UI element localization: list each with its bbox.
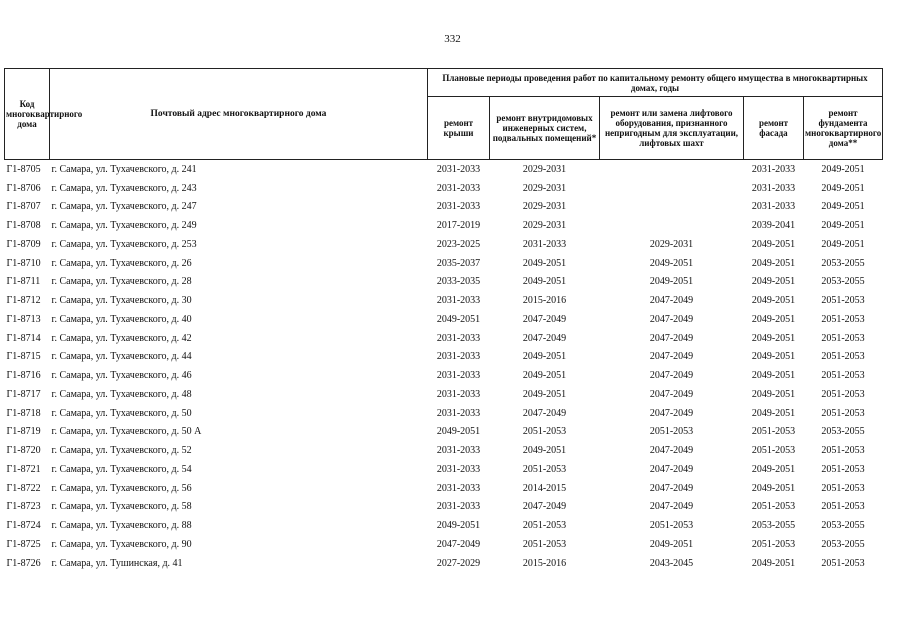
cell-facade: 2049-2051: [751, 238, 796, 250]
cell-foundation: 2051-2053: [821, 407, 865, 419]
cell-roof: 2047-2049: [436, 538, 481, 550]
cell-roof: 2031-2033: [436, 332, 481, 344]
table-row: [5, 291, 883, 310]
table-row: [5, 310, 883, 329]
cell-foundation: 2051-2053: [821, 295, 865, 307]
cell-facade: 2049-2051: [751, 370, 796, 382]
table-row: [5, 423, 883, 442]
cell-address: г. Самара, ул. Тухачевского, д. 253: [51, 238, 197, 250]
cell-code: Г1-8725: [6, 538, 41, 550]
header-group: Плановые периоды проведения работ по капитальному ремонту общего имущества в многоквартирных домах, годы: [428, 69, 883, 97]
cell-code: Г1-8722: [6, 482, 41, 494]
cell-elevator: 2043-2045: [649, 557, 694, 569]
cell-code: Г1-8714: [6, 332, 41, 344]
cell-address: г. Самара, ул. Тухачевского, д. 243: [51, 182, 197, 194]
cell-elevator: 2047-2049: [649, 370, 694, 382]
table-row: [5, 329, 883, 348]
cell-code: Г1-8709: [6, 238, 41, 250]
cell-roof: 2023-2025: [436, 238, 481, 250]
header-code: Код многоквартирного дома: [5, 69, 50, 160]
cell-elevator: 2047-2049: [649, 482, 694, 494]
table-row: [5, 216, 883, 235]
table-row: [5, 273, 883, 292]
cell-roof: 2033-2035: [436, 276, 481, 288]
header-facade: ремонт фасада: [744, 97, 804, 160]
cell-address: г. Самара, ул. Тухачевского, д. 52: [51, 445, 192, 457]
cell-code: Г1-8711: [6, 276, 41, 288]
cell-facade: 2049-2051: [751, 557, 796, 569]
cell-facade: 2049-2051: [751, 407, 796, 419]
table-row: [5, 479, 883, 498]
cell-roof: 2031-2033: [436, 463, 481, 475]
table-row: [5, 160, 883, 179]
cell-foundation: 2049-2051: [821, 201, 865, 213]
cell-code: Г1-8715: [6, 351, 41, 363]
cell-foundation: 2051-2053: [821, 557, 865, 569]
cell-code: Г1-8706: [6, 182, 41, 194]
cell-roof: 2031-2033: [436, 182, 481, 194]
cell-foundation: 2049-2051: [821, 220, 865, 232]
header-foundation: ремонт фундамента многоквартирного дома**: [804, 97, 883, 160]
cell-elevator: 2047-2049: [649, 407, 694, 419]
cell-foundation: 2051-2053: [821, 463, 865, 475]
cell-roof: 2031-2033: [436, 388, 481, 400]
cell-systems: 2051-2053: [522, 463, 567, 475]
cell-systems: 2031-2033: [522, 238, 567, 250]
header-systems: ремонт внутридомовых инженерных систем, подвальных помещений*: [490, 97, 600, 160]
cell-address: г. Самара, ул. Тухачевского, д. 30: [51, 295, 192, 307]
cell-facade: 2031-2033: [751, 182, 796, 194]
cell-address: г. Самара, ул. Тухачевского, д. 46: [51, 370, 192, 382]
cell-systems: 2049-2051: [522, 370, 567, 382]
cell-roof: 2031-2033: [436, 501, 481, 513]
cell-foundation: 2051-2053: [821, 482, 865, 494]
cell-code: Г1-8712: [6, 295, 41, 307]
cell-elevator: 2049-2051: [649, 538, 694, 550]
cell-elevator: 2047-2049: [649, 463, 694, 475]
page-number: 332: [444, 33, 461, 45]
cell-roof: 2031-2033: [436, 407, 481, 419]
cell-code: Г1-8717: [6, 388, 41, 400]
cell-code: Г1-8721: [6, 463, 41, 475]
cell-address: г. Самара, ул. Тухачевского, д. 54: [51, 463, 192, 475]
cell-address: г. Самара, ул. Тухачевского, д. 241: [51, 163, 197, 175]
cell-code: Г1-8713: [6, 313, 41, 325]
cell-systems: 2049-2051: [522, 445, 567, 457]
table-row: [5, 554, 883, 573]
cell-systems: 2029-2031: [522, 163, 567, 175]
cell-address: г. Самара, ул. Тухачевского, д. 247: [51, 201, 197, 213]
cell-systems: 2051-2053: [522, 520, 567, 532]
cell-roof: 2017-2019: [436, 220, 481, 232]
cell-foundation: 2051-2053: [821, 370, 865, 382]
header-address: Почтовый адрес многоквартирного дома: [50, 69, 428, 160]
cell-facade: 2049-2051: [751, 482, 796, 494]
cell-address: г. Самара, ул. Тухачевского, д. 40: [51, 313, 192, 325]
cell-systems: 2049-2051: [522, 276, 567, 288]
repair-schedule-table: [4, 68, 883, 573]
cell-foundation: 2053-2055: [821, 426, 865, 438]
cell-roof: 2031-2033: [436, 482, 481, 494]
table-row: [5, 254, 883, 273]
cell-facade: 2031-2033: [751, 163, 796, 175]
cell-code: Г1-8718: [6, 407, 41, 419]
cell-code: Г1-8719: [6, 426, 41, 438]
table-row: [5, 441, 883, 460]
cell-systems: 2049-2051: [522, 388, 567, 400]
cell-code: Г1-8716: [6, 370, 41, 382]
cell-roof: 2027-2029: [436, 557, 481, 569]
cell-foundation: 2051-2053: [821, 313, 865, 325]
cell-facade: 2049-2051: [751, 276, 796, 288]
header-elevator: ремонт или замена лифтового оборудования, признанного непригодным для эксплуатации, лифтовых шахт: [600, 97, 744, 160]
cell-elevator: 2049-2051: [649, 257, 694, 269]
cell-elevator: 2047-2049: [649, 313, 694, 325]
cell-systems: 2047-2049: [522, 407, 567, 419]
cell-address: г. Самара, ул. Тухачевского, д. 48: [51, 388, 192, 400]
cell-facade: 2051-2053: [751, 426, 796, 438]
cell-foundation: 2049-2051: [821, 238, 865, 250]
header-row-group: [5, 69, 883, 97]
cell-elevator: 2047-2049: [649, 332, 694, 344]
cell-address: г. Самара, ул. Тухачевского, д. 44: [51, 351, 192, 363]
cell-elevator: [600, 216, 744, 235]
cell-systems: 2049-2051: [522, 351, 567, 363]
cell-address: г. Самара, ул. Тухачевского, д. 50 А: [51, 426, 202, 438]
cell-foundation: 2053-2055: [821, 257, 865, 269]
cell-elevator: 2047-2049: [649, 351, 694, 363]
cell-foundation: 2051-2053: [821, 351, 865, 363]
cell-systems: 2051-2053: [522, 426, 567, 438]
cell-roof: 2031-2033: [436, 201, 481, 213]
cell-code: Г1-8726: [6, 557, 41, 569]
cell-foundation: 2051-2053: [821, 445, 865, 457]
cell-address: г. Самара, ул. Тухачевского, д. 28: [51, 276, 192, 288]
table-row: [5, 385, 883, 404]
cell-elevator: 2047-2049: [649, 388, 694, 400]
cell-facade: 2049-2051: [751, 463, 796, 475]
cell-facade: 2053-2055: [751, 520, 796, 532]
cell-systems: 2047-2049: [522, 501, 567, 513]
cell-code: Г1-8708: [6, 220, 41, 232]
cell-elevator: 2051-2053: [649, 520, 694, 532]
cell-facade: 2051-2053: [751, 538, 796, 550]
cell-elevator: 2047-2049: [649, 501, 694, 513]
cell-systems: 2047-2049: [522, 332, 567, 344]
cell-code: Г1-8720: [6, 445, 41, 457]
cell-facade: 2049-2051: [751, 257, 796, 269]
cell-roof: 2049-2051: [436, 426, 481, 438]
cell-roof: 2031-2033: [436, 370, 481, 382]
table-row: [5, 498, 883, 517]
cell-systems: 2014-2015: [522, 482, 567, 494]
cell-roof: 2031-2033: [436, 163, 481, 175]
table-body: [5, 160, 883, 573]
cell-foundation: 2053-2055: [821, 538, 865, 550]
header-roof: ремонт крыши: [428, 97, 490, 160]
cell-systems: 2015-2016: [522, 295, 567, 307]
cell-address: г. Самара, ул. Тушинская, д. 41: [51, 557, 183, 569]
cell-facade: 2051-2053: [751, 445, 796, 457]
cell-code: Г1-8723: [6, 501, 41, 513]
cell-roof: 2049-2051: [436, 313, 481, 325]
cell-facade: 2049-2051: [751, 313, 796, 325]
cell-foundation: 2051-2053: [821, 501, 865, 513]
table-row: [5, 348, 883, 367]
cell-systems: 2029-2031: [522, 201, 567, 213]
cell-roof: 2031-2033: [436, 295, 481, 307]
cell-facade: 2049-2051: [751, 351, 796, 363]
cell-elevator: [600, 160, 744, 179]
cell-roof: 2049-2051: [436, 520, 481, 532]
table-row: [5, 235, 883, 254]
cell-elevator: 2047-2049: [649, 295, 694, 307]
cell-foundation: 2051-2053: [821, 388, 865, 400]
cell-systems: 2051-2053: [522, 538, 567, 550]
cell-systems: 2029-2031: [522, 220, 567, 232]
cell-roof: 2031-2033: [436, 351, 481, 363]
cell-foundation: 2053-2055: [821, 520, 865, 532]
cell-foundation: 2053-2055: [821, 276, 865, 288]
cell-foundation: 2049-2051: [821, 163, 865, 175]
table-row: [5, 535, 883, 554]
cell-elevator: 2049-2051: [649, 276, 694, 288]
cell-systems: 2047-2049: [522, 313, 567, 325]
cell-foundation: 2051-2053: [821, 332, 865, 344]
cell-code: Г1-8707: [6, 201, 41, 213]
cell-address: г. Самара, ул. Тухачевского, д. 42: [51, 332, 192, 344]
cell-roof: 2031-2033: [436, 445, 481, 457]
cell-elevator: [600, 179, 744, 198]
cell-facade: 2039-2041: [751, 220, 796, 232]
cell-address: г. Самара, ул. Тухачевского, д. 50: [51, 407, 192, 419]
cell-address: г. Самара, ул. Тухачевского, д. 249: [51, 220, 197, 232]
cell-elevator: 2029-2031: [649, 238, 694, 250]
table-row: [5, 460, 883, 479]
cell-systems: 2029-2031: [522, 182, 567, 194]
cell-systems: 2049-2051: [522, 257, 567, 269]
cell-address: г. Самара, ул. Тухачевского, д. 26: [51, 257, 192, 269]
cell-code: Г1-8705: [6, 163, 41, 175]
cell-facade: 2031-2033: [751, 201, 796, 213]
cell-elevator: 2047-2049: [649, 445, 694, 457]
cell-address: г. Самара, ул. Тухачевского, д. 56: [51, 482, 192, 494]
table-row: [5, 404, 883, 423]
table-row: [5, 179, 883, 198]
cell-elevator: [600, 198, 744, 217]
cell-facade: 2049-2051: [751, 332, 796, 344]
table-row: [5, 198, 883, 217]
cell-code: Г1-8724: [6, 520, 41, 532]
cell-address: г. Самара, ул. Тухачевского, д. 58: [51, 501, 192, 513]
cell-facade: 2049-2051: [751, 295, 796, 307]
cell-facade: 2049-2051: [751, 388, 796, 400]
cell-code: Г1-8710: [6, 257, 41, 269]
cell-foundation: 2049-2051: [821, 182, 865, 194]
table-row: [5, 366, 883, 385]
cell-address: г. Самара, ул. Тухачевского, д. 88: [51, 520, 192, 532]
cell-systems: 2015-2016: [522, 557, 567, 569]
cell-address: г. Самара, ул. Тухачевского, д. 90: [51, 538, 192, 550]
cell-elevator: 2051-2053: [649, 426, 694, 438]
table-row: [5, 516, 883, 535]
cell-facade: 2051-2053: [751, 501, 796, 513]
cell-roof: 2035-2037: [436, 257, 481, 269]
